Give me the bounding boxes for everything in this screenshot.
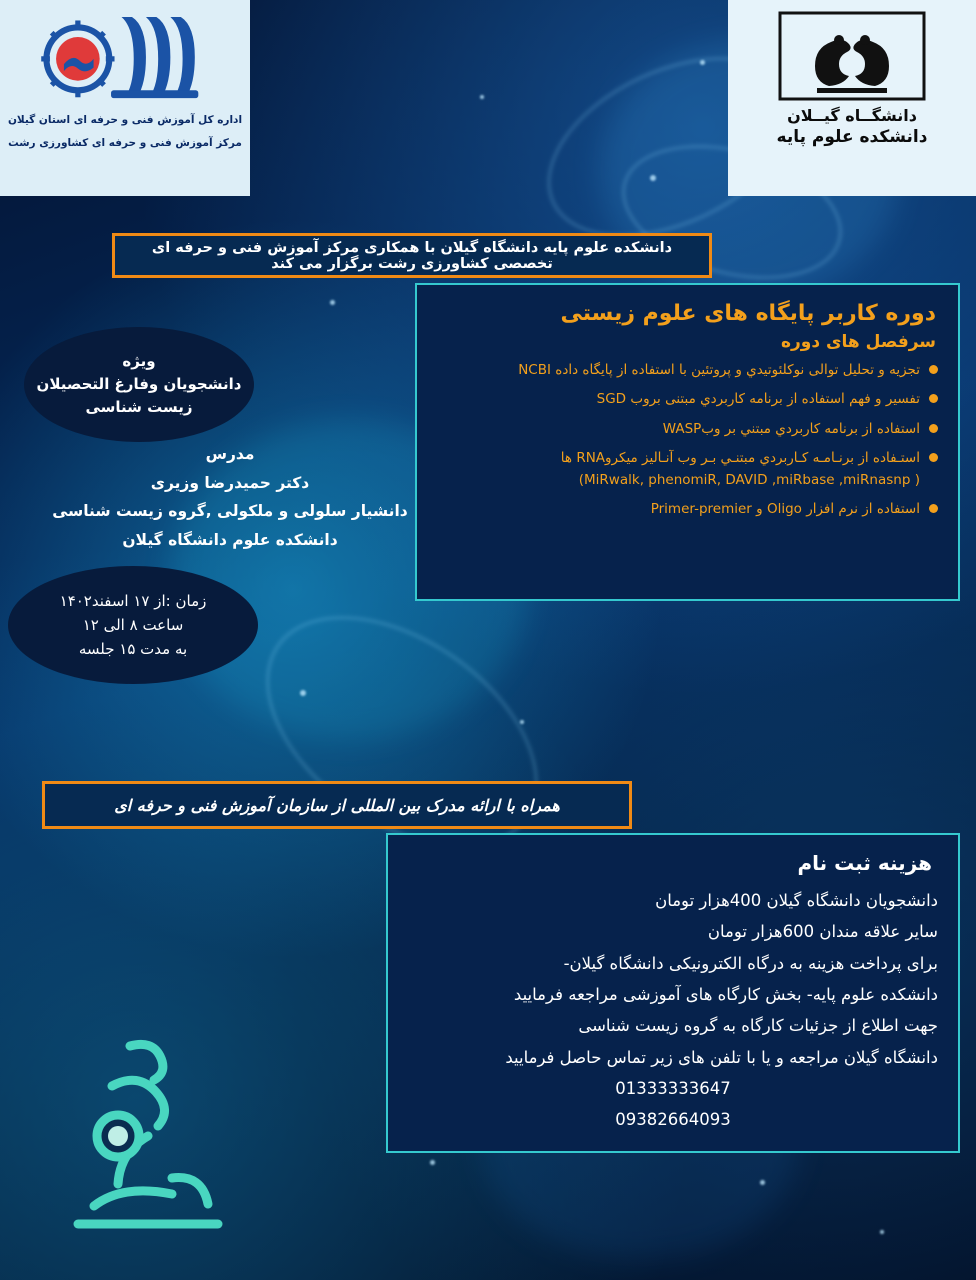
list-item bbox=[435, 360, 940, 380]
schedule-badge bbox=[8, 566, 258, 684]
sparkle bbox=[700, 60, 705, 65]
audience-badge bbox=[24, 327, 254, 442]
topic-text: استفاده از برنامه کاربردي مبتني بر وبWASP bbox=[662, 420, 920, 437]
guilan-emblem-icon bbox=[777, 10, 927, 102]
topic-text: استفاده از نرم افزار Oligo و Primer-premier bbox=[650, 501, 920, 518]
fee-line: سایر علاقه مندان 600هزار تومان bbox=[707, 922, 938, 942]
schedule-line-1: زمان :از ۱۷ اسفند۱۴۰۲ bbox=[59, 592, 207, 610]
sparkle bbox=[520, 720, 524, 724]
audience-line-3: زیست شناسی bbox=[85, 398, 193, 417]
microscope-icon bbox=[52, 1028, 242, 1243]
topic-text: استـفاده از برنـامـه کـاربردي مبتنـي بـر وب آنـالیز میکروRNA ها bbox=[560, 449, 920, 466]
fee-title: هزینه ثبت نام bbox=[797, 851, 932, 875]
technical-vocational-logo bbox=[0, 0, 250, 196]
course-topic-list bbox=[435, 360, 940, 520]
course-subtitle: سرفصل های دوره bbox=[780, 332, 936, 352]
audience-line-2: دانشجویان وفارغ التحصیلان bbox=[36, 374, 242, 393]
top-banner: دانشکده علوم پایه دانشگاه گیلان با همکاری مرکز آموزش فنی و حرفه ای تخصصی کشاورزی رشت برگزار می کند bbox=[112, 233, 712, 278]
list-item bbox=[435, 499, 940, 519]
list-item bbox=[435, 448, 940, 491]
topic-text: تجزیه و تحلیل توالی نوکلئوتیدي و پروتئین با استفاده از پایگاه داده NCBI bbox=[518, 362, 920, 378]
fee-line: دانشجویان دانشگاه گیلان 400هزار تومان bbox=[655, 891, 938, 910]
sparkle bbox=[330, 300, 335, 305]
instructor-rank: دانشیار سلولی و ملکولی ,گروه زیست شناسی bbox=[52, 502, 408, 521]
instructor-block bbox=[40, 440, 420, 555]
topic-subtext: ( MiRwalk, phenomiR, DAVID ,miRbase ,miRnasnp) bbox=[578, 472, 920, 488]
schedule-line-2: ساعت ۸ الی ۱۲ bbox=[82, 616, 184, 634]
audience-line-1: ویژه bbox=[122, 351, 156, 370]
contact-phone: 09382664093 bbox=[615, 1110, 731, 1130]
list-item bbox=[435, 389, 940, 409]
left-logo-caption-1: اداره کل آموزش فنی و حرفه ای استان گیلان bbox=[7, 114, 243, 126]
topic-text: تفسیر و فهم استفاده از برنامه کاربردي مبتنی بروب SGD bbox=[596, 391, 920, 408]
bullet-icon bbox=[929, 424, 938, 433]
instructor-name: دکتر حمیدرضا وزیری bbox=[150, 473, 310, 492]
sparkle bbox=[760, 1180, 765, 1185]
instructor-label: مدرس bbox=[205, 445, 255, 463]
university-of-guilan-logo bbox=[728, 0, 976, 196]
vocational-emblem-icon bbox=[37, 10, 213, 106]
right-logo-caption-1: دانشگــاه گیــلان bbox=[787, 106, 917, 125]
fee-line: دانشکده علوم پایه- بخش کارگاه های آموزشی مراجعه فرمایید bbox=[513, 985, 938, 1005]
list-item bbox=[435, 419, 940, 439]
registration-fee-panel bbox=[386, 833, 960, 1153]
right-logo-caption-2: دانشکده علوم پایه bbox=[776, 127, 928, 147]
sparkle bbox=[300, 690, 306, 696]
sparkle bbox=[650, 175, 656, 181]
course-title: دوره کاربر پایگاه های علوم زیستی bbox=[560, 301, 936, 326]
sparkle bbox=[480, 95, 484, 99]
instructor-affiliation: دانشکده علوم دانشگاه گیلان bbox=[122, 531, 338, 550]
fee-line: دانشگاه گیلان مراجعه و یا با تلفن های زیر تماس حاصل فرمایید bbox=[505, 1047, 938, 1067]
course-outline-panel bbox=[415, 283, 960, 601]
sparkle bbox=[430, 1160, 435, 1165]
schedule-line-3: به مدت ۱۵ جلسه bbox=[78, 640, 188, 658]
left-logo-caption-2: مرکز آموزش فنی و حرفه ای کشاورزی رشت bbox=[8, 137, 242, 150]
bullet-icon bbox=[929, 504, 938, 513]
bullet-icon bbox=[929, 365, 938, 374]
fee-line: برای پرداخت هزینه به درگاه الکترونیکی دانشگاه گیلان- bbox=[563, 953, 938, 973]
certificate-banner: همراه با ارائه مدرک بین المللی از سازمان آموزش فنی و حرفه ای bbox=[42, 781, 632, 829]
fee-line: جهت اطلاع از جزئیات کارگاه به گروه زیست شناسی bbox=[578, 1016, 938, 1036]
bullet-icon bbox=[929, 394, 938, 403]
bullet-icon bbox=[929, 453, 938, 462]
sparkle bbox=[880, 1230, 884, 1234]
contact-phone: 01333333647 bbox=[615, 1079, 731, 1099]
